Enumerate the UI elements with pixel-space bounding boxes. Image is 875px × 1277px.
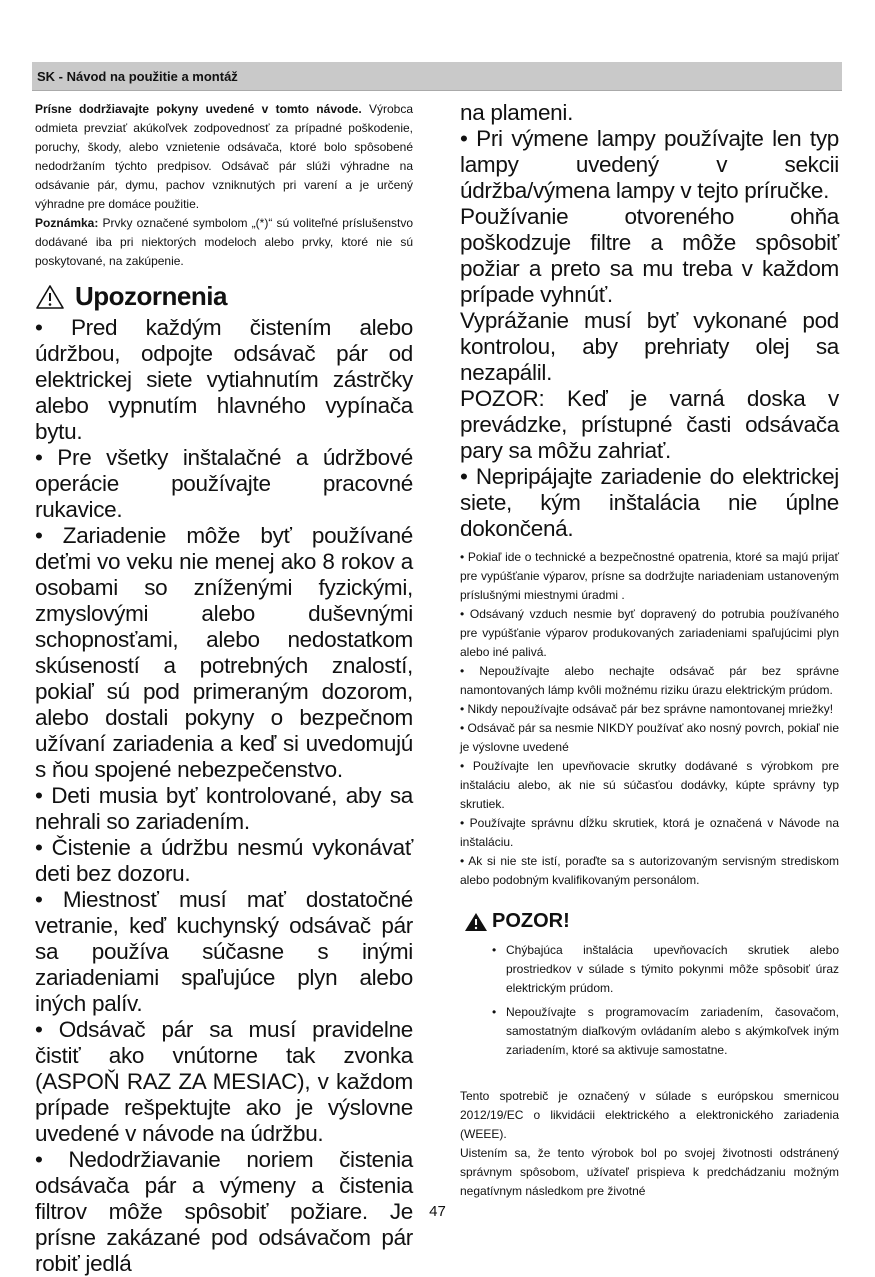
note-label: Poznámka: xyxy=(35,216,99,230)
intro-paragraph xyxy=(35,100,413,214)
intro-bold-lead: Prísne dodržiavajte pokyny uvedené v tomto návode. xyxy=(35,102,362,116)
note-text: Prvky označené symbolom „(*)“ sú voliteľné príslušenstvo dodávané iba pri niektorých modeloch alebo prvky, ktoré nie sú poskytované, na zakúpenie. xyxy=(35,216,413,268)
section-header-title: SK - Návod na použitie a montáž xyxy=(37,69,238,84)
right-column xyxy=(460,100,839,1201)
warnings-heading xyxy=(35,281,413,312)
warning-item: POZOR: Keď je varná doska v prevádzke, prístupné časti odsávača pary sa môžu zahriať. xyxy=(460,386,839,463)
warning-item: • Čistenie a údržbu nesmú vykonávať deti bez dozoru. xyxy=(35,835,413,886)
warning-item: Používanie otvoreného ohňa poškodzuje filtre a môže spôsobiť požiar a preto sa mu treba v každom prípade vyhnúť. xyxy=(460,204,839,307)
safety-item: • Nepoužívajte alebo nechajte odsávač pár bez správne namontovaných lámp kvôli možnému riziku úrazu elektrickým prúdom. xyxy=(460,664,839,697)
warning-item: • Miestnosť musí mať dostatočné vetranie, keď kuchynský odsávač pár sa používa súčasne s inými zariadeniami spaľujúce plyn alebo iných palív. xyxy=(35,887,413,1016)
section-header-bar xyxy=(32,62,842,91)
safety-item: • Používajte správnu dĺžku skrutiek, ktorá je označená v Návode na inštaláciu. xyxy=(460,816,839,849)
page-number: 47 xyxy=(429,1203,446,1220)
left-column xyxy=(35,100,413,1277)
safety-item: • Odsávaný vzduch nesmie byť dopravený do potrubia používaného pre vypúšťanie výparov produkovaných zariadeniami spaľujúcimi plyn alebo iné palivá. xyxy=(460,607,839,659)
warning-item: • Deti musia byť kontrolované, aby sa nehrali so zariadením. xyxy=(35,783,413,834)
pozor-list xyxy=(460,941,839,1060)
warning-triangle-filled-icon xyxy=(464,912,488,932)
pozor-item: • Chýbajúca inštalácia upevňovacích skrutiek alebo prostriedkov v súlade s týmito pokynmi môže spôsobiť úraz elektrickým prúdom. xyxy=(506,941,839,998)
safety-item: • Používajte len upevňovacie skrutky dodávané s výrobkom pre inštaláciu alebo, ak nie sú súčasťou dodávky, kúpte správny typ skrutiek. xyxy=(460,759,839,811)
warning-item: na plameni. xyxy=(460,100,574,125)
pozor-item: • Nepoužívajte s programovacím zariadením, časovačom, samostatným diaľkovým ovládaním alebo s akýmkoľvek iným zariadením, ktoré sa aktivuje samostatne. xyxy=(506,1003,839,1060)
safety-item: • Pokiaľ ide o technické a bezpečnostné opatrenia, ktoré sa majú prijať pre vypúšťanie výparov, prísne sa dodržujte nariadeniam ustanoveným príslušnými miestnymi úradmi . xyxy=(460,550,839,602)
warning-item: Vyprážanie musí byť vykonané pod kontrolou, aby prehriaty olej sa nezapálil. xyxy=(460,308,839,385)
safety-item: • Nikdy nepoužívajte odsávač pár bez správne namontovanej mriežky! xyxy=(460,702,834,716)
weee-paragraph: Tento spotrebič je označený v súlade s európskou smernicou 2012/19/EC o likvidácii elektrického a elektronického zariadenia (WEEE). xyxy=(460,1089,839,1141)
pozor-title: POZOR! xyxy=(492,910,570,932)
warnings-title: Upozornenia xyxy=(75,281,227,311)
warning-item: • Pri výmene lampy používajte len typ lampy uvedený v sekcii údržba/výmena lampy v tejto príručke. xyxy=(460,126,839,203)
warning-triangle-icon xyxy=(35,284,65,310)
warning-item: • Zariadenie môže byť používané deťmi vo veku nie menej ako 8 rokov a osobami so zníženými fyzickými, zmyslovými alebo duševnými schopnosťami, alebo nedostatkom skúseností a potrebných znalostí, pokiaľ sú pod primeraným dozorom, alebo dostali pokyny o bezpečnom užívaní zariadenia a keď si uvedomujú s ňou spojené nebezpečenstvo. xyxy=(35,523,413,782)
pozor-heading xyxy=(464,910,839,933)
warning-item: • Pre všetky inštalačné a údržbové operácie používajte pracovné rukavice. xyxy=(35,445,413,522)
intro-text: Výrobca odmieta prevziať akúkoľvek zodpovednosť za prípadné poškodenie, poruchy, škody, alebo vznietenie odsávača, ktoré bolo spôsobené nedodržaním týchto predpisov. Odsávač pár slúži výhradne na odsávanie pár, dymu, pachov vzniknutých pri varení a je určený výhradne pre domáce použitie. xyxy=(35,102,413,211)
weee-paragraph: Uistením sa, že tento výrobok bol po svojej životnosti odstránený správnym spôsobom, užívateľ prispieva k predchádzaniu možným negatívnym následkom pre životné xyxy=(460,1146,839,1198)
warning-item: • Nedodržiavanie noriem čistenia odsávača pár a výmeny a čistenia filtrov môže spôsobiť požiare. Je prísne zakázané pod odsávačom pár robiť jedlá xyxy=(35,1147,413,1276)
warning-item: • Nepripájajte zariadenie do elektrickej siete, kým inštalácia nie úplne dokončená. xyxy=(460,464,839,541)
safety-item: • Odsávač pár sa nesmie NIKDY používať ako nosný povrch, pokiaľ nie je výslovne uvedené xyxy=(460,721,839,754)
note-paragraph xyxy=(35,214,413,271)
warning-item: • Odsávač pár sa musí pravidelne čistiť ako vnútorne tak zvonka (ASPOŇ RAZ ZA MESIAC), v každom prípade rešpektujte ako je výslovne uvedené v návode na údržbu. xyxy=(35,1017,413,1146)
warning-item: • Pred každým čistením alebo údržbou, odpojte odsávač pár od elektrickej siete vytiahnutím zástrčky alebo vypnutím hlavného vypínača bytu. xyxy=(35,315,413,444)
safety-item: • Ak si nie ste istí, poraďte sa s autorizovaným servisným strediskom alebo podobným kvalifikovaným personálom. xyxy=(460,854,839,887)
